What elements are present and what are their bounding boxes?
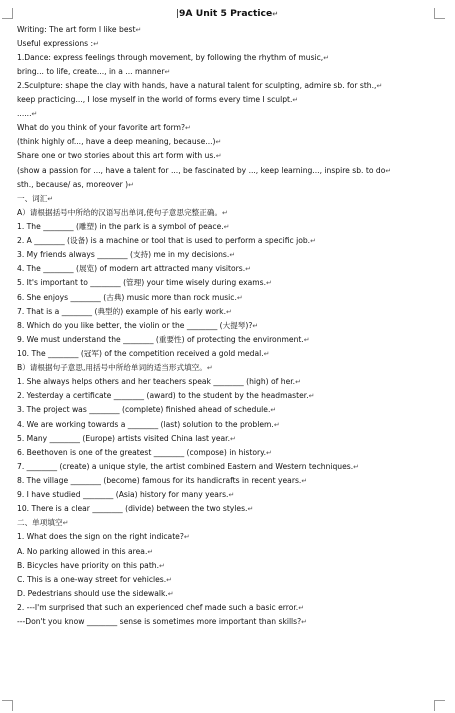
- text-line: Useful expressions :↵: [17, 38, 99, 48]
- text-line: 8. Which do you like better, the violin or the ________ (大提琴)?↵: [17, 320, 259, 330]
- text-line: 10. There is a clear ________ (divide) between the two styles.↵: [17, 504, 254, 514]
- text-line: 7. ________ (create) a unique style, the artist combined Eastern and Western techniques.↵: [17, 461, 360, 471]
- text-line: 1. What does the sign on the right indicate?↵: [17, 532, 190, 542]
- text-line: 8. The village ________ (become) famous for its handicrafts in recent years.↵: [17, 476, 308, 485]
- text-line: A）请根据括号中所给的汉语写出单词,使句子意思完整正确。↵: [17, 207, 228, 217]
- text-line: 2. A ________ (设备) is a machine or tool that is used to perform a specific job.↵: [17, 236, 316, 246]
- page-corner-mark: [434, 700, 445, 711]
- text-line: ......↵: [17, 109, 38, 119]
- text-line: A. No parking allowed in this area.↵: [17, 546, 154, 556]
- text-line: 4. The ________ (展览) of modern art attracted many visitors.↵: [17, 264, 252, 274]
- text-line: What do you think of your favorite art form?↵: [17, 123, 191, 133]
- text-line: ---Don't you know ________ sense is sometimes more important than skills?↵: [17, 617, 308, 627]
- text-line: 一、词汇↵: [17, 193, 54, 203]
- text-line: B. Bicycles have priority on this path.↵: [17, 560, 165, 570]
- document-title: |9A Unit 5 Practice↵: [175, 8, 279, 19]
- page-corner-mark: [2, 700, 13, 711]
- text-line: 3. The project was ________ (complete) finished ahead of schedule.↵: [17, 405, 277, 415]
- text-line: keep practicing..., I lose myself in the world of forms every time I sculpt.↵: [17, 95, 299, 105]
- text-line: 5. It's important to ________ (管理) your time wisely during exams.↵: [17, 278, 272, 288]
- text-line: sth., because/ as, moreover )↵: [17, 179, 135, 189]
- text-line: 2. Yesterday a certificate ________ (award) to the student by the headmaster.↵: [17, 391, 315, 401]
- text-line: 6. She enjoys ________ (古典) music more than rock music.↵: [17, 292, 243, 302]
- page-corner-mark: [2, 8, 13, 19]
- text-line: 4. We are working towards a ________ (last) solution to the problem.↵: [17, 419, 280, 429]
- text-line: B）请根据句子意思,用括号中所给单词的适当形式填空。↵: [17, 363, 213, 373]
- text-line: Share one or two stories about this art form with us.↵: [17, 151, 222, 161]
- text-line: 10. The ________ (冠军) of the competition received a gold medal.↵: [17, 349, 270, 359]
- text-line: D. Pedestrians should use the sidewalk.↵: [17, 588, 174, 598]
- text-line: 9. We must understand the ________ (重要性) of protecting the environment.↵: [17, 334, 310, 344]
- text-line: C. This is a one-way street for vehicles.↵: [17, 574, 173, 584]
- text-line: 2. ---I'm surprised that such an experienced chef made such a basic error.↵: [17, 602, 305, 612]
- text-line: bring... to life, create..., in a ... manner↵: [17, 66, 171, 76]
- text-line: (show a passion for ..., have a talent for ..., be fascinated by ..., keep learning..., inspire sb. to do↵: [17, 165, 392, 175]
- text-line: 7. That is a ________ (典型的) example of his early work.↵: [17, 306, 232, 316]
- text-line: 5. Many ________ (Europe) artists visited China last year.↵: [17, 433, 236, 443]
- text-line: 2.Sculpture: shape the clay with hands, have a natural talent for sculpting, admire sb. for sth.,↵: [17, 80, 383, 90]
- text-line: 1. The ________ (雕塑) in the park is a symbol of peace.↵: [17, 222, 230, 232]
- text-line: 9. I have studied ________ (Asia) history for many years.↵: [17, 490, 235, 500]
- text-line: 6. Beethoven is one of the greatest ________ (compose) in history.↵: [17, 447, 272, 457]
- text-line: (think highly of..., have a deep meaning, because...)↵: [17, 137, 222, 147]
- text-line: 3. My friends always ________ (支持) me in my decisions.↵: [17, 250, 236, 260]
- document-body: [17, 5, 437, 629]
- text-line: 二、单项填空↵: [17, 518, 69, 528]
- text-line: Writing: The art form I like best↵: [17, 24, 142, 34]
- text-line: 1.Dance: express feelings through movement, by following the rhythm of music,↵: [17, 52, 330, 62]
- text-line: 1. She always helps others and her teachers speak ________ (high) of her.↵: [17, 377, 301, 387]
